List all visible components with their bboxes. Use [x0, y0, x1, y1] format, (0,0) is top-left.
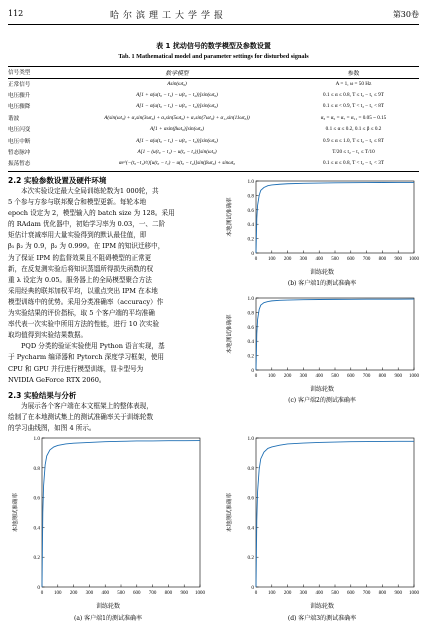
y-tick-label: 1.0: [247, 179, 254, 185]
x-tick-label: 900: [180, 591, 188, 596]
table-header-cell: 数学模型: [165, 70, 189, 77]
text-line: 重 λ 设定为 0.05。服务器上的全局模型聚合方法: [8, 275, 152, 284]
x-tick-label: 300: [299, 591, 308, 596]
text-line: PQD 分类的验证实验使用 Python 语言实现，基: [21, 342, 165, 351]
y-tick-label: 1.0: [247, 436, 254, 442]
y-tick-label: 0.6: [33, 495, 40, 502]
parameter-cell: T/20 ≤ t₂ − t₁ ≤ T/10: [332, 149, 375, 156]
page-number: 112: [8, 9, 24, 18]
y-tick-label: 0.2: [247, 555, 254, 562]
y-axis-label: 本地测试准确率: [227, 314, 233, 354]
x-tick-label: 0: [40, 591, 44, 596]
y-tick-label: 0.2: [247, 353, 254, 360]
text-line: 率代表一次实验中所用方法的性能，进行 10 次实验: [8, 320, 160, 329]
y-tick-label: 1.0: [247, 296, 254, 302]
signal-type-cell: 正常信号: [8, 81, 31, 88]
y-tick-label: 0: [251, 585, 254, 591]
x-tick-label: 800: [378, 257, 387, 262]
x-tick-label: 700: [362, 374, 371, 379]
x-tick-label: 1000: [409, 374, 419, 379]
y-tick-label: 0.4: [33, 525, 40, 532]
x-tick-label: 600: [133, 591, 141, 596]
y-tick-label: 0.6: [247, 207, 254, 214]
text-line: 为展示各个客户端在本文框架上的整体表现，: [21, 402, 153, 410]
journal-title: 哈尔滨理工大学学报: [110, 11, 228, 21]
chart-c-xlabel: 训练轮数: [309, 386, 334, 393]
y-tick-label: 0.8: [247, 193, 254, 200]
text-line: 为了保证 IPM 的监督效果且不阻碍模型的正常更: [8, 253, 152, 262]
plot-frame: [256, 438, 414, 587]
plot-frame: [256, 181, 414, 253]
x-tick-label: 500: [331, 374, 339, 379]
chart-d: [222, 432, 422, 601]
section-2-3-body: [8, 401, 208, 434]
table-caption-en: Tab. 1 Mathematical model and parameter settings for disturbed signals: [118, 53, 309, 60]
chart-a-xlabel: 训练轮数: [95, 603, 120, 610]
header-rule: [8, 24, 419, 25]
y-axis-label: 本地测试准确率: [13, 492, 19, 533]
x-tick-label: 100: [268, 374, 276, 379]
parameter-cell: 0.1 ≤ α ≤ 0.2, 0.1 ≤ β ≤ 0.2: [325, 126, 382, 133]
chart-a-caption: (a) 客户端1的测试准确率: [74, 615, 142, 622]
y-axis-label: 本地测试准确率: [227, 197, 233, 237]
signal-type-cell: 谐波: [8, 115, 20, 122]
parameter-cell: 0.9 ≤ α ≤ 1.0, T ≤ t₂ − t₁ ≤ 8T: [323, 137, 384, 144]
chart-c: [222, 292, 422, 384]
section-heading-2-3: 2.3 实验结果与分析: [8, 391, 77, 400]
model-cell: A[1 − α(u(t₀ − t₁) − u(t₀ − t₂))]sin(ωt₀): [136, 137, 218, 144]
y-tick-label: 0.2: [33, 555, 40, 562]
table-row: [8, 101, 419, 112]
text-line: 于 Pycharm 编译器和 Pytorch 深度学习框架，使用: [8, 353, 165, 362]
x-tick-label: 700: [148, 591, 157, 596]
chart-b-caption: (b) 客户端1的测试准确率: [287, 280, 357, 287]
line-chart: [222, 175, 422, 267]
y-tick-label: 0.8: [247, 465, 254, 472]
signal-type-cell: 暂态脉冲: [8, 150, 31, 157]
model-cell: A(sin(ωt₀) + α₃sin(3ωt₀) + α₅sin(5ωt₀) + α₇sin(7ωt₀) + α₁₁sin(11ωt₀)): [104, 114, 250, 121]
line-chart: [222, 432, 422, 601]
plot-frame: [42, 438, 200, 587]
text-line: 模型训练中的优势。采用分类准确率（accuracy）作: [8, 297, 164, 306]
parameter-cell: α₃ = α₅ = α₇ = α₁₁ = 0.05 ~ 0.15: [320, 114, 387, 121]
x-tick-label: 100: [268, 591, 276, 596]
y-tick-label: 0.6: [247, 495, 254, 502]
table-row: [8, 146, 419, 157]
text-line: NVIDIA GeForce RTX 2060。: [8, 375, 106, 384]
text-line: CPU 和 GPU 并行进行模型训练，显卡型号为: [8, 364, 144, 373]
accuracy-series-line: [42, 441, 200, 587]
table-row: [8, 124, 419, 135]
x-tick-label: 800: [378, 374, 387, 379]
text-line: epoch 设定为 2，模型输入的 batch size 为 128。采用: [8, 209, 175, 218]
x-tick-label: 900: [394, 374, 402, 379]
x-tick-label: 500: [331, 591, 339, 596]
model-cell: A[1 − (u(t₀ − t₁) − u(t₀ − t₂))]sin(ωt₀): [137, 149, 217, 156]
table-row: [8, 158, 419, 169]
y-tick-label: 0.4: [247, 339, 254, 346]
volume-label: 第30卷: [392, 10, 419, 19]
x-tick-label: 600: [347, 374, 355, 379]
x-tick-label: 0: [254, 374, 258, 379]
table-row: [8, 78, 419, 89]
parameter-cell: A = 1, ω = 50 Hz: [335, 80, 372, 87]
x-tick-label: 200: [283, 591, 292, 596]
y-tick-label: 1.0: [33, 436, 40, 442]
model-cell: αe^(−(t₀−t₁)/τ)[u(t₀ − t₁) − u(t₀ − t₂)]sin(βωt₀) + sinωt₀: [118, 160, 236, 167]
signal-type-cell: 电压骤升: [8, 93, 31, 100]
signal-type-cell: 电压中断: [8, 138, 31, 145]
y-tick-label: 0.6: [247, 324, 254, 331]
x-tick-label: 400: [315, 257, 323, 262]
model-cell: A[1 − α(u(t₀ − t₁) − u(t₀ − t₂))]sin(ωt₀): [136, 103, 218, 110]
accuracy-series-line: [256, 441, 414, 587]
x-tick-label: 100: [268, 257, 276, 262]
x-tick-label: 1000: [195, 591, 205, 596]
y-tick-label: 0.4: [247, 525, 254, 532]
table-header-cell: 信号类型: [8, 70, 31, 77]
y-tick-label: 0: [251, 368, 254, 374]
chart-d-caption: (d) 客户端3的测试准确率: [287, 615, 357, 622]
signal-type-cell: 振荡暂态: [8, 161, 31, 168]
x-tick-label: 400: [315, 591, 323, 596]
line-chart: [222, 292, 422, 384]
x-tick-label: 800: [164, 591, 173, 596]
text-line: 5 个参与方参与联邦聚合和模型更新。每轮本地: [8, 198, 147, 207]
plot-frame: [256, 298, 414, 370]
x-tick-label: 0: [254, 591, 258, 596]
x-tick-label: 200: [283, 374, 292, 379]
x-tick-label: 900: [394, 257, 402, 262]
section-heading-2-2: 2.2 实验参数设置及硬件环境: [8, 176, 107, 185]
y-tick-label: 0: [251, 251, 254, 257]
x-tick-label: 800: [378, 591, 387, 596]
x-tick-label: 500: [331, 257, 339, 262]
accuracy-series-line: [256, 299, 414, 370]
parameter-table: [8, 67, 419, 169]
x-tick-label: 600: [347, 257, 355, 262]
x-tick-label: 700: [362, 591, 371, 596]
x-tick-label: 500: [117, 591, 125, 596]
text-line: 取均值得到实验结果数据。: [8, 331, 88, 340]
parameter-cell: 0.1 ≤ α < 0.9, T < t₂ − t₁ < 8T: [322, 103, 385, 110]
x-tick-label: 900: [394, 591, 402, 596]
text-line: 的学习曲线图，如图 4 所示。: [8, 424, 96, 433]
text-line: 采用经典的联邦加权平均，以重点突出 IPM 在本地: [8, 286, 158, 295]
model-cell: Asin(ωt₀): [167, 80, 187, 87]
text-line: 本次实验设定最大全局训练轮数为1 000轮，共: [21, 187, 159, 195]
y-tick-label: 0.2: [247, 236, 254, 243]
text-line: 为实验结果的评价指标，取 5 个客户端的平均准确: [8, 309, 155, 318]
text-line: β₁ β₂ 为 0.9，β₂ 为 0.999。在 IPM 的知识迁移中，: [8, 242, 165, 251]
chart-b: [222, 175, 422, 267]
x-tick-label: 1000: [409, 591, 419, 596]
x-tick-label: 0: [254, 257, 258, 262]
text-line: 绘制了在本地测试集上的测试准确率关于训练轮数: [8, 413, 154, 422]
y-tick-label: 0.4: [247, 222, 254, 229]
table-bottom-rule: [8, 171, 419, 172]
chart-b-xlabel: 训练轮数: [309, 269, 334, 276]
y-tick-label: 0: [37, 585, 40, 591]
x-tick-label: 700: [362, 257, 371, 262]
x-tick-label: 1000: [409, 257, 419, 262]
y-axis-label: 本地测试准确率: [227, 492, 233, 533]
line-chart: [8, 432, 208, 601]
chart-c-caption: (c) 客户端2的测试准确率: [288, 397, 356, 404]
table-row: [8, 89, 419, 100]
signal-type-cell: 电压骤降: [8, 104, 31, 111]
signal-type-cell: 电压闪变: [8, 127, 31, 134]
text-line: 矩估计衰减率用大量实验得到的默认最佳值，即: [8, 231, 147, 240]
y-tick-label: 0.8: [33, 465, 40, 472]
parameter-cell: 0.1 ≤ α ≤ 0.8, T ≤ t₂ − t₁ ≤ 9T: [323, 92, 384, 99]
x-tick-label: 100: [54, 591, 62, 596]
x-tick-label: 600: [347, 591, 355, 596]
x-tick-label: 400: [101, 591, 109, 596]
chart-a: [8, 432, 208, 601]
x-tick-label: 300: [299, 374, 308, 379]
table-row: [8, 135, 419, 146]
table-header-cell: 参数: [347, 70, 360, 77]
section-2-2-body: [8, 186, 208, 386]
model-cell: A[1 + α(u(t₀ − t₁) − u(t₀ − t₂))]sin(ωt₀): [136, 92, 218, 99]
accuracy-series-line: [256, 182, 414, 253]
text-line: 的 RAdam 优化器中，初始学习率为 0.03，一、二阶: [8, 220, 166, 229]
parameter-cell: 0.1 ≤ α ≤ 0.8, T < t₂ − t₁ < 3T: [322, 160, 385, 167]
chart-d-xlabel: 训练轮数: [309, 603, 334, 610]
text-line: 新，在反复测实验后将知识蒸馏所得损失函数的权: [8, 264, 154, 273]
x-tick-label: 200: [69, 591, 78, 596]
table-header-row: [8, 67, 419, 78]
table-row: [8, 112, 419, 123]
y-tick-label: 0.8: [247, 310, 254, 317]
table-caption-cn: 表 1 扰动信号的数学模型及参数设置: [156, 42, 271, 50]
x-tick-label: 400: [315, 374, 323, 379]
model-cell: A[1 + αsin(βωt₀)]sin(ωt₀): [149, 126, 205, 133]
x-tick-label: 300: [299, 257, 308, 262]
x-tick-label: 200: [283, 257, 292, 262]
x-tick-label: 300: [85, 591, 94, 596]
